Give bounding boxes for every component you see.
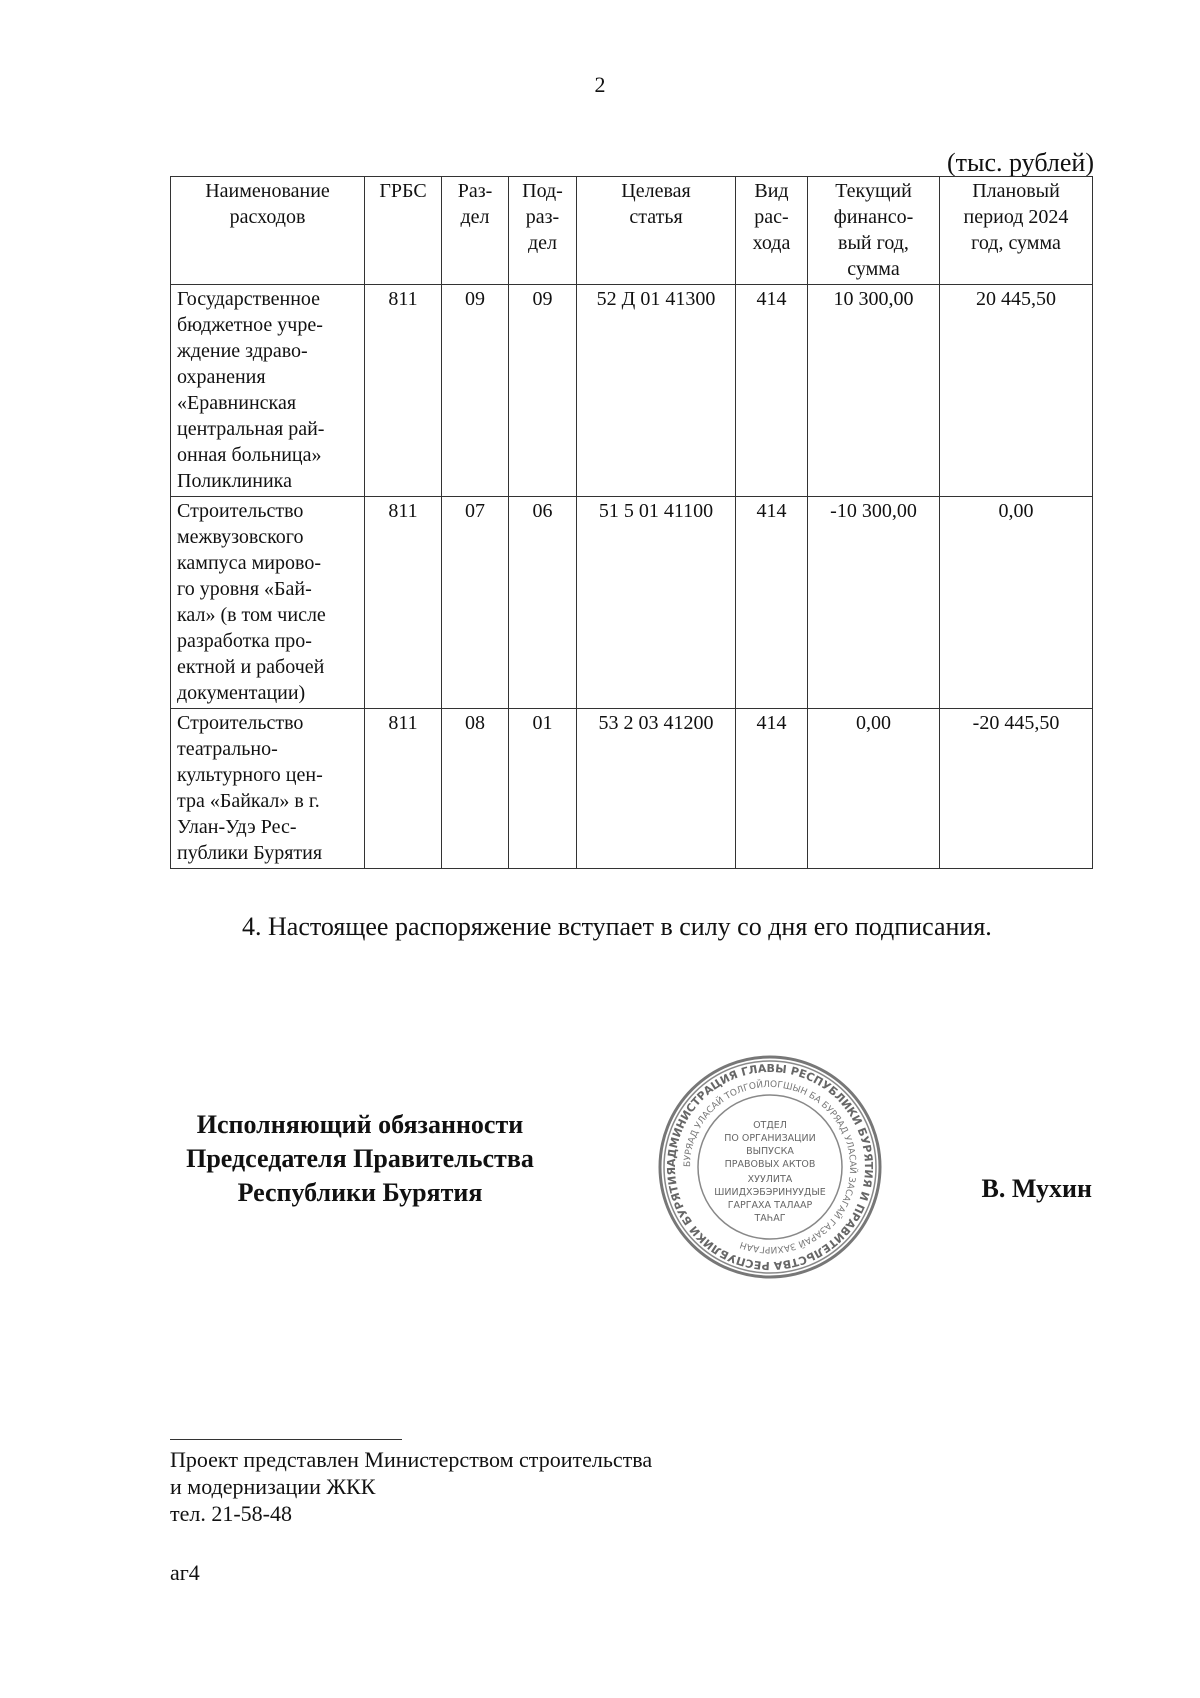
row-razdel: 07 (442, 497, 509, 709)
budget-table (170, 176, 1093, 869)
seal-center-line: ВЫПУСКА (746, 1146, 794, 1157)
footnote-line: и модернизации ЖКК (170, 1474, 376, 1499)
row-planned: 0,00 (940, 497, 1093, 709)
seal-center-line: ПРАВОВЫХ АКТОВ (724, 1159, 816, 1170)
seal-center-line: ПО ОРГАНИЗАЦИИ (724, 1133, 816, 1144)
table-row (171, 709, 1093, 869)
footnote-line: тел. 21-58-48 (170, 1501, 293, 1526)
header-razdel: Раз- дел (442, 177, 509, 285)
row-article: 51 5 01 41100 (577, 497, 736, 709)
header-grbs: ГРБС (365, 177, 442, 285)
row-grbs: 811 (365, 709, 442, 869)
row-razdel: 08 (442, 709, 509, 869)
row-name: Строительство межвузовского кампуса мирово- го уровня «Бай- кал» (в том числе разработка про- ектной и рабочей документации) (171, 497, 365, 709)
units-label: (тыс. рублей) (946, 148, 1094, 177)
header-article: Целевая статья (577, 177, 736, 285)
row-razdel: 09 (442, 285, 509, 497)
page-number: 2 (594, 72, 606, 97)
row-current: -10 300,00 (808, 497, 940, 709)
seal-outer-text: АДМИНИСТРАЦИЯ ГЛАВЫ РЕСПУБЛИКИ БУРЯТИЯ И ПРАВИТЕЛЬСТВА РЕСПУБЛИКИ БУРЯТИЯ (664, 1061, 876, 1273)
header-planned: Плановый период 2024 год, сумма (940, 177, 1093, 285)
footnote-line: Проект представлен Министерством строительства (170, 1447, 653, 1472)
header-current: Текущий финансо- вый год, сумма (808, 177, 940, 285)
row-vid: 414 (736, 285, 808, 497)
row-name: Государственное бюджетное учре- ждение здраво- охранения «Еравнинская центральная рай- онная больница» Поликлиника (171, 285, 365, 497)
row-podrazdel: 01 (509, 709, 577, 869)
row-name: Строительство театрально- культурного цен- тра «Байкал» в г. Улан-Удэ Рес- публики Бурятия (171, 709, 365, 869)
header-vid: Вид рас- хода (736, 177, 808, 285)
seal-center-line: ОТДЕЛ (753, 1120, 787, 1131)
footnote-divider (170, 1439, 402, 1440)
table-row (171, 497, 1093, 709)
seal-center-line: ШИИДХЭБЭРИНУУДЫЕ (714, 1187, 826, 1198)
row-article: 53 2 03 41200 (577, 709, 736, 869)
signatory-position: Исполняющий обязанности Председателя Правительства Республики Бурятия (186, 1110, 534, 1207)
signer-name: В. Мухин (981, 1174, 1092, 1203)
row-podrazdel: 09 (509, 285, 577, 497)
row-grbs: 811 (365, 285, 442, 497)
row-article: 52 Д 01 41300 (577, 285, 736, 497)
seal-inner-text: БУРЯАД УЛАСАЙ ТОЛГОЙЛОГШЫН БА БУРЯАД УЛАСАЙ ЗАСАГАЙ ГАЗАРАЙ ЗАХИРГААН (682, 1079, 858, 1255)
seal-center-line: ТАҺАГ (754, 1213, 786, 1224)
table-row (171, 285, 1093, 497)
document-code: аг4 (170, 1560, 200, 1585)
row-current: 0,00 (808, 709, 940, 869)
official-seal (655, 1052, 885, 1282)
row-vid: 414 (736, 497, 808, 709)
row-planned: 20 445,50 (940, 285, 1093, 497)
header-podrazdel: Под- раз- дел (509, 177, 577, 285)
footnote (170, 1446, 652, 1527)
row-current: 10 300,00 (808, 285, 940, 497)
row-podrazdel: 06 (509, 497, 577, 709)
seal-center-line: ГАРГАХА ТАЛААР (727, 1200, 813, 1211)
row-vid: 414 (736, 709, 808, 869)
effective-clause: 4. Настоящее распоряжение вступает в силу со дня его подписания. (242, 912, 992, 941)
table-header-row (171, 177, 1093, 285)
seal-center-line: ХУУЛИТА (747, 1174, 793, 1185)
header-name: Наименование расходов (171, 177, 365, 285)
row-grbs: 811 (365, 497, 442, 709)
row-planned: -20 445,50 (940, 709, 1093, 869)
